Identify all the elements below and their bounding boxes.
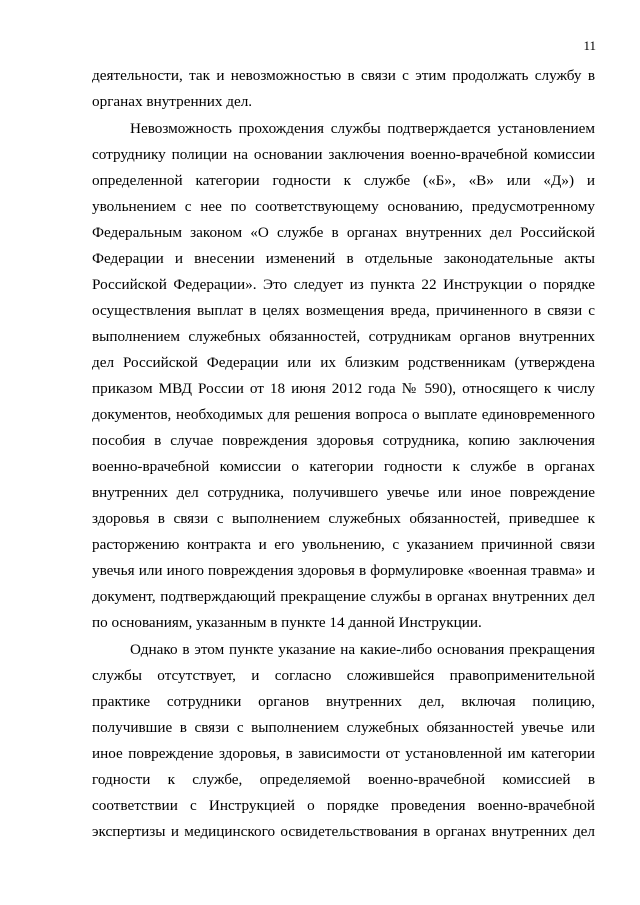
paragraph-2-line-9: выполнением служебных обязанностей, сотрудникам органов внутренних bbox=[92, 328, 595, 345]
paragraph-2-line-7: Российской Федерации». Это следует из пункта 22 Инструкции о порядке bbox=[92, 276, 595, 293]
paragraph-2-line-13: пособия в случае повреждения здоровья сотрудника, копию заключения bbox=[92, 432, 595, 449]
paragraph-2-line-4: увольнением с нее по соответствующему основанию, предусмотренному bbox=[92, 198, 595, 215]
paragraph-1-line-1: деятельности, так и невозможностью в связи с этим продолжать службу в bbox=[92, 67, 595, 84]
paragraph-2-line-15: внутренних дел сотрудника, получившего увечье или иное повреждение bbox=[92, 484, 595, 501]
page-number: 11 bbox=[583, 38, 596, 53]
paragraph-2-line-14: военно-врачебной комиссии о категории годности к службе в органах bbox=[92, 458, 595, 475]
paragraph-2-line-11: приказом МВД России от 18 июня 2012 года № 590), относящего к числу bbox=[92, 380, 595, 397]
paragraph-3-line-1: Однако в этом пункте указание на какие-либо основания прекращения bbox=[130, 641, 595, 658]
paragraph-2-line-18: увечья или иного повреждения здоровья в формулировке «военная травма» и bbox=[92, 562, 595, 579]
paragraph-3-line-4: получившие в связи с выполнением служебных обязанностей увечье или bbox=[92, 719, 595, 736]
paragraph-3-line-2: службы отсутствует, и согласно сложившейся правоприменительной bbox=[92, 667, 595, 684]
paragraph-3-line-5: иное повреждение здоровья, в зависимости от установленной им категории bbox=[92, 745, 595, 762]
paragraph-3-line-7: соответствии с Инструкцией о порядке проведения военно-врачебной bbox=[92, 797, 595, 814]
paragraph-2-line-3: определенной категории годности к службе («Б», «В» или «Д») и bbox=[92, 172, 595, 189]
paragraph-2-line-12: документов, необходимых для решения вопроса о выплате единовременного bbox=[92, 406, 595, 423]
paragraph-2-line-17: расторжению контракта и его увольнению, с указанием причинной связи bbox=[92, 536, 595, 553]
paragraph-2-line-8: осуществления выплат в целях возмещения вреда, причиненного в связи с bbox=[92, 302, 595, 319]
paragraph-2-line-16: здоровья в связи с выполнением служебных обязанностей, приведшее к bbox=[92, 510, 595, 527]
paragraph-3-line-6: годности к службе, определяемой военно-врачебной комиссией в bbox=[92, 771, 595, 788]
paragraph-2-line-5: Федеральным законом «О службе в органах внутренних дел Российской bbox=[92, 224, 595, 241]
paragraph-2-line-10: дел Российской Федерации или их близким родственникам (утверждена bbox=[92, 354, 595, 371]
paragraph-2-line-19: документ, подтверждающий прекращение службы в органах внутренних дел bbox=[92, 588, 595, 605]
paragraph-3-line-8: экспертизы и медицинского освидетельствования в органах внутренних дел bbox=[92, 823, 595, 840]
paragraph-2-line-6: Федерации и внесении изменений в отдельные законодательные акты bbox=[92, 250, 595, 267]
paragraph-2-line-1: Невозможность прохождения службы подтверждается установлением bbox=[130, 120, 595, 137]
paragraph-2-line-20: по основаниям, указанным в пункте 14 данной Инструкции. bbox=[92, 614, 482, 631]
paragraph-1-line-2: органах внутренних дел. bbox=[92, 93, 253, 110]
paragraph-2-line-2: сотруднику полиции на основании заключения военно-врачебной комиссии bbox=[92, 146, 595, 163]
paragraph-3-line-3: практике сотрудники органов внутренних дел, включая полицию, bbox=[92, 693, 595, 710]
